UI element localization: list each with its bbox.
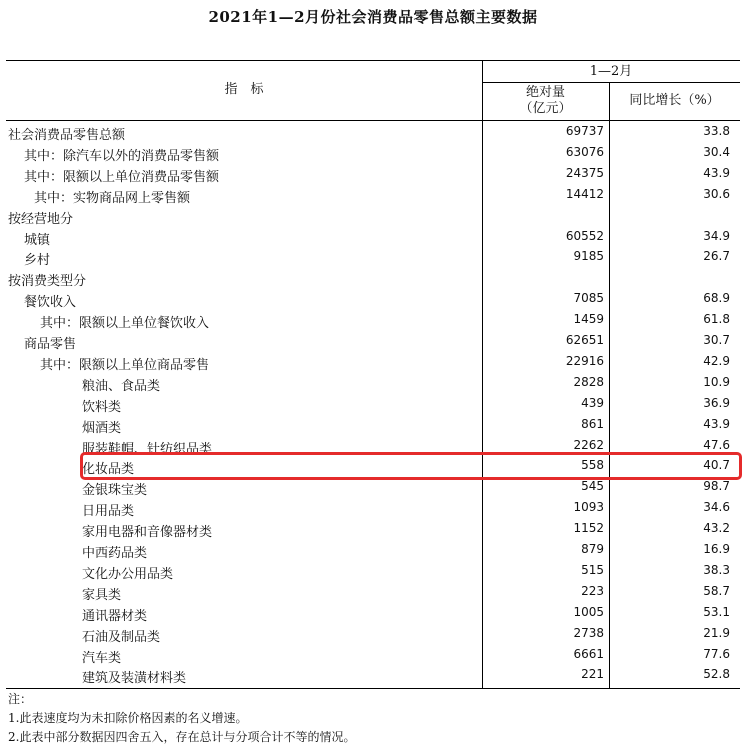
table-row (6, 645, 740, 666)
row-growth: 47.6 (703, 437, 730, 452)
row-growth: 30.4 (703, 144, 730, 159)
row-label: 通讯器材类 (82, 608, 148, 624)
page-title: 2021年1—2月份社会消费品零售总额主要数据 (208, 8, 538, 26)
row-growth: 43.2 (703, 521, 730, 536)
row-growth: 30.6 (703, 186, 730, 201)
row-value: 62651 (565, 333, 604, 347)
row-label: 烟酒类 (82, 420, 122, 436)
row-value: 60552 (565, 228, 604, 243)
row-label: 其中：除汽车以外的消费品零售额 (24, 148, 220, 164)
table-top-rule (6, 60, 740, 61)
table-row (6, 477, 740, 498)
row-growth: 52.8 (703, 667, 730, 682)
row-growth: 42.9 (703, 353, 730, 368)
row-label: 城镇 (24, 232, 51, 248)
row-value: 14412 (565, 186, 604, 201)
row-growth: 38.3 (703, 562, 730, 577)
row-value: 2738 (573, 625, 604, 640)
row-growth: 36.9 (703, 395, 730, 410)
row-value: 22916 (565, 353, 604, 368)
row-growth: 68.9 (703, 291, 730, 306)
row-label: 文化办公用品类 (82, 566, 174, 582)
value-header (482, 85, 609, 117)
table-row (6, 331, 740, 352)
row-value: 6661 (573, 646, 604, 661)
row-growth: 43.9 (703, 416, 730, 431)
row-label: 家具类 (82, 587, 122, 603)
table-row (6, 603, 740, 624)
row-label: 按消费类型分 (8, 274, 87, 290)
row-label: 粮油、食品类 (82, 378, 161, 394)
row-label: 中西药品类 (82, 546, 148, 561)
header-bottom-rule (6, 120, 740, 121)
row-value: 1005 (573, 604, 604, 619)
note-1: 1.此表速度均为未扣除价格因素的名义增速。 (8, 711, 248, 725)
period-header: 1—2月 (589, 64, 633, 79)
row-value: 24375 (565, 165, 604, 180)
row-value: 2262 (573, 437, 604, 452)
row-label: 日用品类 (82, 504, 135, 520)
row-label: 其中：限额以上单位商品零售 (40, 357, 210, 373)
value-header-line1: 绝对量 (525, 85, 565, 100)
row-label: 乡村 (24, 253, 51, 269)
table-row (6, 185, 740, 206)
row-value: 439 (581, 395, 604, 410)
table-row (6, 310, 740, 331)
table-row (6, 582, 740, 603)
row-value: 879 (581, 542, 604, 556)
row-label: 汽车类 (82, 650, 122, 666)
table-row (6, 164, 740, 185)
table-row (6, 289, 740, 310)
row-value: 63076 (565, 144, 604, 159)
row-value: 1152 (573, 521, 604, 536)
row-value: 1093 (573, 500, 604, 515)
table-row (6, 498, 740, 519)
row-label: 餐饮收入 (24, 295, 77, 311)
row-growth: 58.7 (703, 583, 730, 598)
table-row (6, 352, 740, 373)
table-row (6, 561, 740, 582)
row-growth: 34.9 (703, 228, 730, 243)
value-header-line2: （亿元） (519, 101, 572, 116)
row-label: 其中：实物商品网上零售额 (34, 190, 191, 206)
row-label: 金银珠宝类 (82, 483, 148, 499)
footnotes (8, 690, 355, 747)
row-growth: 34.6 (703, 500, 730, 515)
row-value: 515 (581, 562, 604, 577)
row-value: 558 (581, 458, 604, 473)
row-label: 按经营地分 (8, 211, 74, 227)
note-2: 2.此表中部分数据因四舍五入，存在总计与分项合计不等的情况。 (8, 730, 356, 744)
row-label: 服装鞋帽、针纺织品类 (82, 441, 213, 457)
notes-label: 注： (8, 692, 33, 706)
table-row (6, 665, 740, 686)
row-value: 1459 (573, 312, 604, 327)
row-growth: 33.8 (703, 124, 730, 138)
period-underline (482, 82, 740, 83)
row-label: 石油及制品类 (82, 629, 161, 645)
table-row (6, 268, 740, 289)
row-value: 223 (581, 583, 604, 598)
table-row (6, 519, 740, 540)
table-row (6, 206, 740, 227)
row-label: 社会消费品零售总额 (8, 128, 126, 143)
table-row (6, 247, 740, 268)
row-growth: 10.9 (703, 374, 730, 389)
row-growth: 21.9 (703, 625, 730, 640)
row-value: 9185 (573, 249, 604, 264)
table-row (6, 394, 740, 415)
row-growth: 61.8 (703, 312, 730, 327)
indicator-header: 指 标 (224, 82, 264, 97)
table-bottom-rule (6, 688, 740, 689)
table-row (6, 143, 740, 164)
row-value: 7085 (573, 291, 604, 306)
row-value: 69737 (565, 124, 604, 138)
row-label: 家用电器和音像器材类 (82, 525, 213, 541)
row-growth: 26.7 (703, 249, 730, 264)
row-growth: 77.6 (703, 646, 730, 661)
row-label: 其中：限额以上单位消费品零售额 (24, 169, 220, 185)
row-value: 545 (581, 479, 604, 494)
row-growth: 40.7 (703, 458, 730, 473)
row-growth: 53.1 (703, 604, 730, 619)
row-label: 其中：限额以上单位餐饮收入 (40, 316, 210, 332)
row-value: 221 (581, 667, 604, 682)
table-row (6, 122, 740, 143)
row-label: 商品零售 (24, 337, 77, 352)
row-growth: 16.9 (703, 542, 730, 556)
table-row (6, 415, 740, 436)
table-row (6, 540, 740, 561)
table-row (6, 227, 740, 248)
table-row (6, 624, 740, 645)
row-label: 饮料类 (82, 399, 122, 415)
row-value: 861 (581, 416, 604, 431)
row-value: 2828 (573, 374, 604, 389)
row-growth: 30.7 (703, 333, 730, 347)
row-growth: 43.9 (703, 165, 730, 180)
table-row (6, 373, 740, 394)
row-label: 化妆品类 (82, 462, 135, 478)
row-growth: 98.7 (703, 479, 730, 494)
row-label: 建筑及装潢材料类 (82, 671, 187, 687)
highlight-box (80, 452, 742, 480)
growth-header: 同比增长（%） (629, 93, 720, 108)
